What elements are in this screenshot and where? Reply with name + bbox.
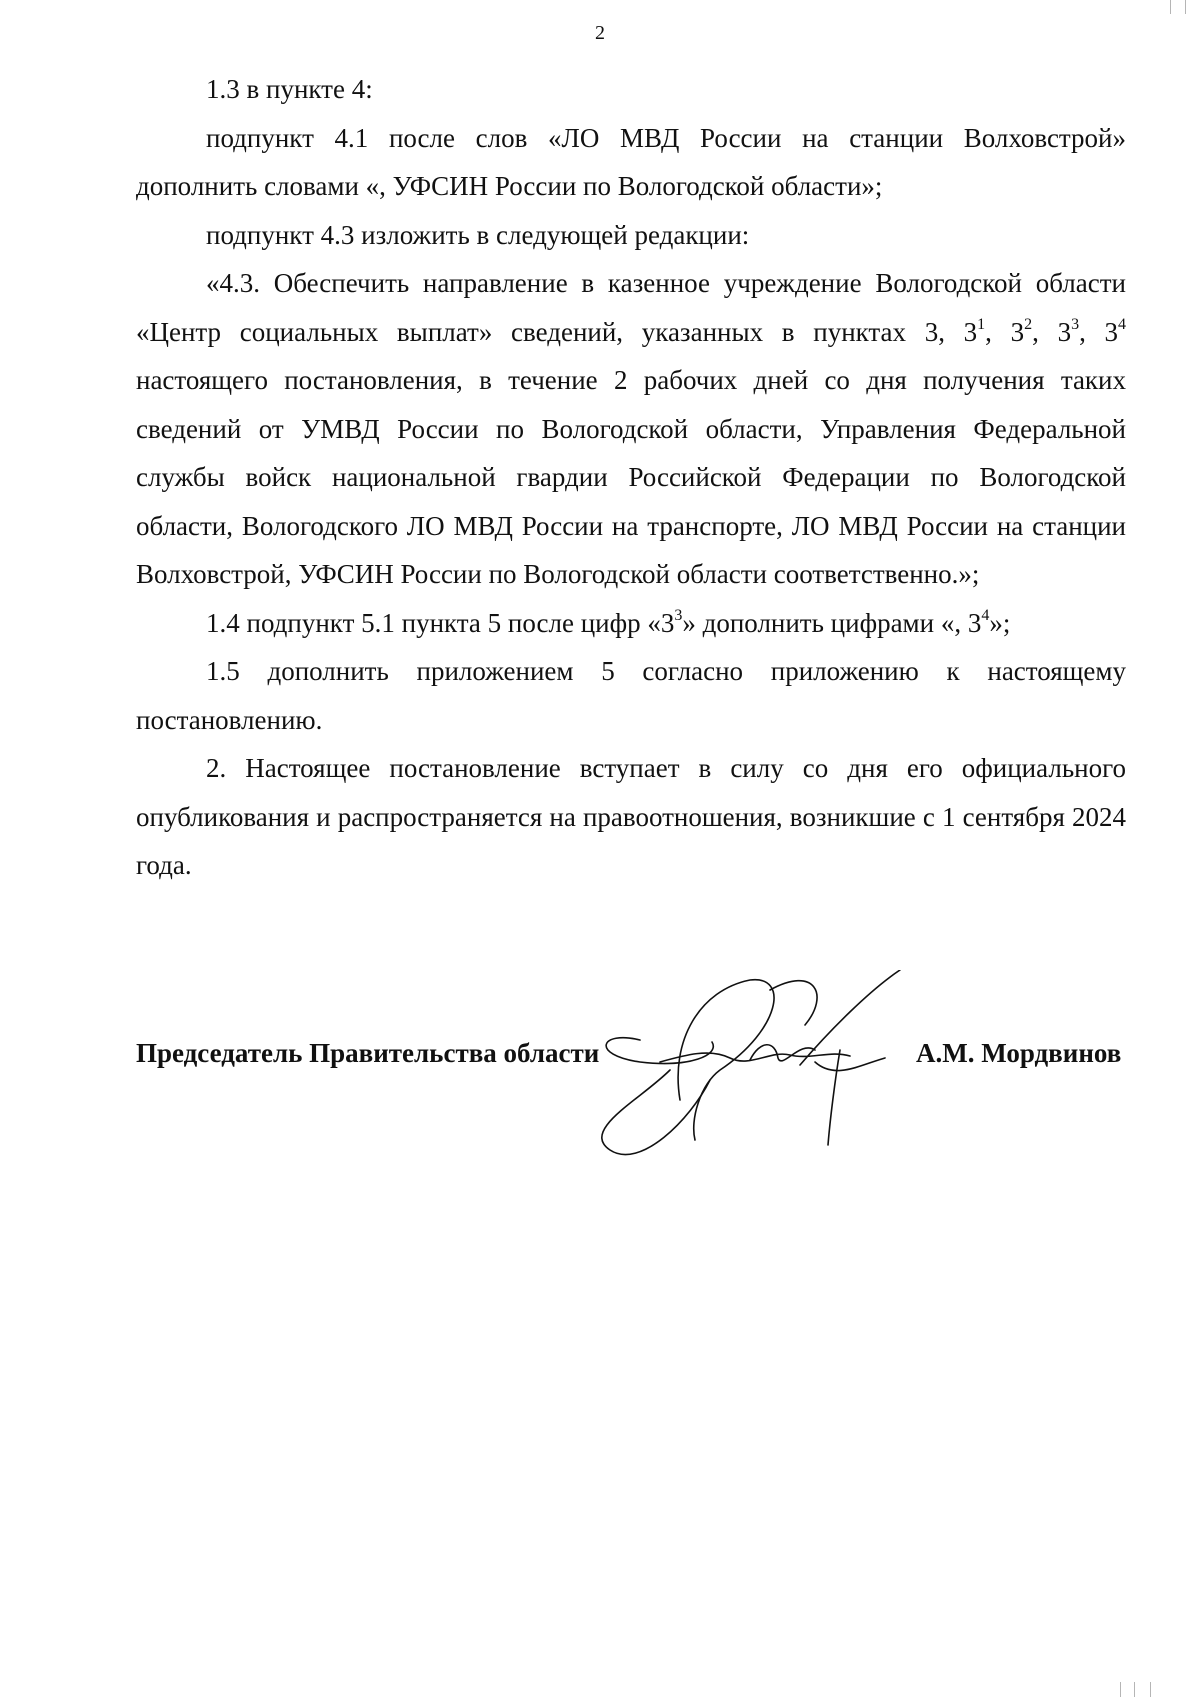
paragraph-1-3 [136,65,1126,114]
paragraph-2 [136,744,1126,890]
text-run: «4.3. Обеспечить направление в казенное учреждение Вологодской области «Центр социальных выплат» сведений, указанных в пунктах 3, 3 [136,268,1126,347]
signature-block [0,1020,1200,1180]
text-run: 1.5 дополнить приложением 5 согласно приложению к настоящему постановлению. [136,656,1126,735]
text-run: настоящего постановления, в течение 2 рабочих дней со дня получения таких сведений от УМВД России по Вологодской области, Управления Федеральной службы войск национальной гвардии Российской Федерации по Вологодской области, Вологодского ЛО МВД России на транспорте, ЛО МВД России на станции Волховстрой, УФСИН России по Вологодской области соответственно.»; [136,365,1126,589]
superscript: 2 [1024,315,1033,333]
text-run: , 3 [1079,316,1119,347]
paragraph-1-5 [136,647,1126,744]
text-run: подпункт 4.1 после слов «ЛО МВД России на станции Волховстрой» дополнить словами «, УФСИН России по Вологодской области»; [136,122,1126,201]
scan-edge-mark [1150,1682,1151,1697]
scan-edge-mark [1120,1682,1121,1697]
text-run: »; [989,607,1011,638]
text-run: » дополнить цифрами «, 3 [682,607,982,638]
text-run: 1.4 подпункт 5.1 пункта 5 после цифр «3 [206,607,675,638]
text-run: 1.3 в пункте 4: [206,74,373,104]
paragraph-4-3-intro [136,211,1126,260]
superscript: 3 [1071,315,1080,333]
superscript: 4 [1118,315,1127,333]
page-number: 2 [595,22,605,44]
signatory-title: Председатель Правительства области [136,1038,600,1068]
signatory-name: А.М. Мордвинов [916,1038,1122,1068]
superscript: 4 [981,606,990,624]
paragraph-1-4 [136,599,1126,648]
scan-edge-mark [1170,0,1171,14]
scan-edge-mark [1134,1682,1135,1697]
document-body [136,65,1126,890]
text-run: , 3 [985,316,1025,347]
scan-edge-mark [1185,0,1186,14]
handwritten-signature [600,970,920,1190]
paragraph-4-3-text [136,259,1126,599]
text-run: 2. Настоящее постановление вступает в силу со дня его официального опубликования и распространяется на правоотношения, возникшие с 1 сентября 2024 года. [136,753,1126,880]
paragraph-4-1 [136,114,1126,211]
text-run: подпункт 4.3 изложить в следующей редакции: [206,219,750,250]
superscript: 3 [674,606,683,624]
text-run: , 3 [1032,316,1072,347]
superscript: 1 [977,315,986,333]
